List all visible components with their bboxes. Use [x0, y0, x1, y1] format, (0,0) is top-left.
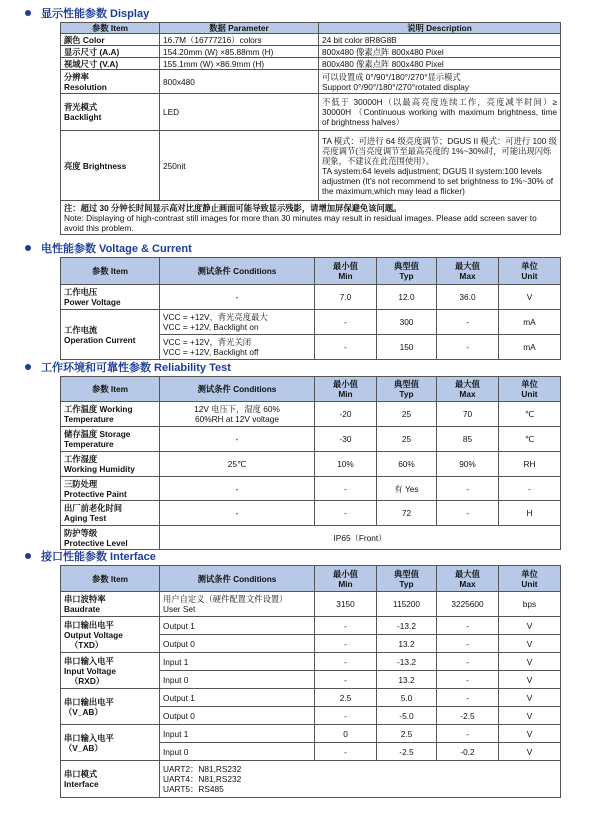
- note-en: Note: Displaying of high-contrast still images for more than 30 minutes may result in residual images. Please add screen saver to avoid this problem.: [64, 213, 537, 233]
- table-row: Input 0 - -2.5 -0.2 V: [61, 743, 561, 761]
- table-row: 视域尺寸 (V.A) 155.1mm (W) ×86.9mm (H) 800x480 像素点阵 800x480 Pixel: [61, 58, 561, 70]
- table-row: VCC = +12V，背光关闭 VCC = +12V, Backlight off - 150 - mA: [61, 335, 561, 360]
- table-row: Output 0 - 13.2 - V: [61, 635, 561, 653]
- section-interface-heading: 接口性能参数 Interface: [25, 549, 156, 563]
- note-row: [61, 201, 561, 235]
- table-row: Output 0 - -5.0 -2.5 V: [61, 707, 561, 725]
- voltage-table: 参数 Item 测试条件 Conditions 最小值 Min 典型值 Typ 最大值 Max 单位 Unit 工作电压 Power Voltage - 7.0 12.0 36.0 V 工作电流 Operation Current VCC = +12V，背光亮度最大 VCC = +12V, Backlight on - 300 - mA VCC = +12V，背光关闭 VCC = +12V, Backlight off - 150 - mA: [60, 257, 561, 360]
- table-row: 工作湿度 Working Humidity 25℃ 10% 60% 90% RH: [61, 452, 561, 477]
- table-row: 串口输出电平 （V_AB） Output 1 2.5 5.0 - V: [61, 689, 561, 707]
- header-parameter: 数据 Parameter: [160, 23, 319, 34]
- reliability-table: 参数 Item 测试条件 Conditions 最小值 Min 典型值 Typ 最大值 Max 单位 Unit 工作温度 Working Temperature 12V 电压下，湿度 60% 60%RH at 12V voltage -20 25 70 ℃ 储存温度 Storage Temperature - -30 25 85 ℃ 工作湿度 Working Humidity 25℃ 10% 60% 90% RH 三防处理 Protective Paint - - 有 Yes - - 出厂前老化时间 Aging Test - - 72 - H 防护等级 Protective Level IP65（Front）: [60, 376, 561, 550]
- table-row: 工作电流 Operation Current VCC = +12V，背光亮度最大 VCC = +12V, Backlight on - 300 - mA: [61, 310, 561, 335]
- section-reliability-heading: 工作环境和可靠性参数 Reliability Test: [25, 360, 231, 374]
- table-row: 储存温度 Storage Temperature - -30 25 85 ℃: [61, 427, 561, 452]
- table-row: 串口输入电平 （V_AB） Input 1 0 2.5 - V: [61, 725, 561, 743]
- table-row: Input 0 - 13.2 - V: [61, 671, 561, 689]
- table-row: 亮度 Brightness 250nit TA 模式：可进行 64 级亮度调节；DGUS II 模式：可进行 100 级亮度调节(当亮度调节至最高亮度的 1%~30%时，可能出现闪烁现象，不建议在此范围使用）。 TA system:64 levels adjustment; DGUS II system:100 levels adjustmen (It's not recommend to set brightness to 1%~30% of the maximum,which may lead a flicker): [61, 131, 561, 201]
- table-row: 颜色 Color 16.7M（16777216）colors 24 bit color 8R8G8B: [61, 34, 561, 46]
- note-cn: 注：超过 30 分钟长时间显示高对比度静止画面可能导致显示残影，请增加屏保避免该问题。: [64, 203, 402, 213]
- display-table: [60, 22, 561, 235]
- header-description: 说明 Description: [319, 23, 561, 34]
- interface-table: 参数 Item 测试条件 Conditions 最小值 Min 典型值 Typ 最大值 Max 单位 Unit 串口波特率 Baudrate 用户自定义（硬件配置文件设置） User Set 3150 115200 3225600 bps 串口输出电平 Output Voltage （TXD） Output 1 - -13.2 - V Output 0 - 13.2 - V 串口输入电平 Input Voltage （RXD） Input 1 - -13.2 - V Input 0 - 13.2 - V 串口输出电平 （V_AB） Output 1 2.5 5.0 - V Output 0 - -5.0 -2.5 V 串口输入电平 （V_AB） Input 1 0 2.5 - V Input 0 - -2.5 -0.2 V 串口模式 Interface UART2：N81,RS232 UART4：N81,RS232 UART5：RS485: [60, 565, 561, 798]
- table-row: 三防处理 Protective Paint - - 有 Yes - -: [61, 477, 561, 501]
- bullet-icon: [25, 364, 31, 370]
- table-row: 显示尺寸 (A.A) 154.20mm (W) ×85.88mm (H) 800x480 像素点阵 800x480 Pixel: [61, 46, 561, 58]
- bullet-icon: [25, 245, 31, 251]
- table-row: 防护等级 Protective Level IP65（Front）: [61, 526, 561, 550]
- section-display-heading: 显示性能参数 Display: [25, 6, 149, 20]
- table-row: 出厂前老化时间 Aging Test - - 72 - H: [61, 501, 561, 526]
- section-voltage-heading: 电性能参数 Voltage & Current: [25, 241, 192, 255]
- bullet-icon: [25, 553, 31, 559]
- table-row: 串口波特率 Baudrate 用户自定义（硬件配置文件设置） User Set 3150 115200 3225600 bps: [61, 592, 561, 617]
- table-row: 背光模式 Backlight LED 不低于 30000H（以最高亮度连续工作，亮度减半时间）≥ 30000H （Continuous working with maximum brightness, time of brightness halves）: [61, 94, 561, 131]
- bullet-icon: [25, 10, 31, 16]
- header-item: 参数 Item: [61, 23, 160, 34]
- table-row: 工作温度 Working Temperature 12V 电压下，湿度 60% 60%RH at 12V voltage -20 25 70 ℃: [61, 402, 561, 427]
- table-row: 分辨率 Resolution 800x480 可以设置成 0°/90°/180°/270°显示模式 Support 0°/90°/180°/270°rotated display: [61, 70, 561, 94]
- table-row: 工作电压 Power Voltage - 7.0 12.0 36.0 V: [61, 285, 561, 310]
- table-row: 串口输出电平 Output Voltage （TXD） Output 1 - -13.2 - V: [61, 617, 561, 635]
- table-row: 串口输入电平 Input Voltage （RXD） Input 1 - -13.2 - V: [61, 653, 561, 671]
- table-row: 串口模式 Interface UART2：N81,RS232 UART4：N81,RS232 UART5：RS485: [61, 761, 561, 798]
